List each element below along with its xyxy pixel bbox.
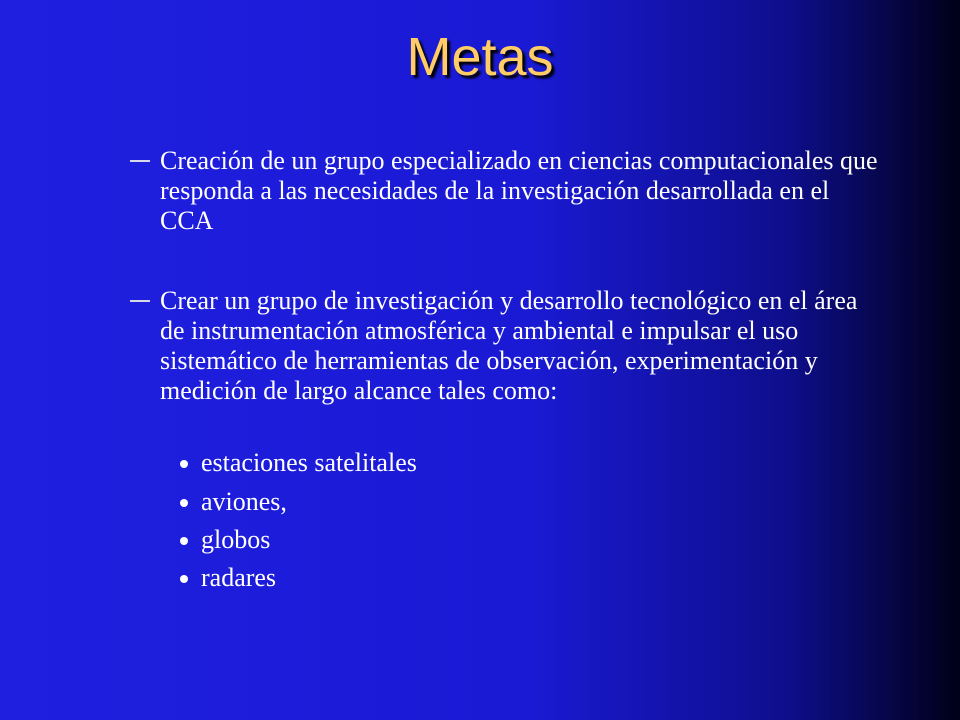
bullet-dot-icon <box>180 575 188 583</box>
list-item <box>180 563 580 593</box>
list-item-label: globos <box>201 525 271 554</box>
bullet-dot-icon <box>180 499 188 507</box>
list-item-label: estaciones satelitales <box>201 448 417 477</box>
goal-1-text: Creación de un grupo especializado en ciencias computacionales que responda a las necesidades de la investigación desarrollada en el CCA <box>160 146 878 235</box>
list-item <box>180 448 580 478</box>
list-item <box>180 525 580 555</box>
list-item-label: aviones, <box>201 487 287 516</box>
list-item <box>180 487 580 517</box>
goal-2-text: Crear un grupo de investigación y desarrollo tecnológico en el área de instrumentación atmosférica y ambiental e impulsar el uso sistemático de herramientas de observación, experimentación y medición de largo alcance tales como: <box>160 286 858 405</box>
dash-bullet-icon <box>130 160 150 162</box>
list-item-label: radares <box>201 563 277 592</box>
dash-bullet-icon <box>130 300 150 302</box>
bullet-dot-icon <box>180 460 188 468</box>
slide-title: Metas <box>406 27 554 87</box>
bullet-dot-icon <box>180 537 188 545</box>
